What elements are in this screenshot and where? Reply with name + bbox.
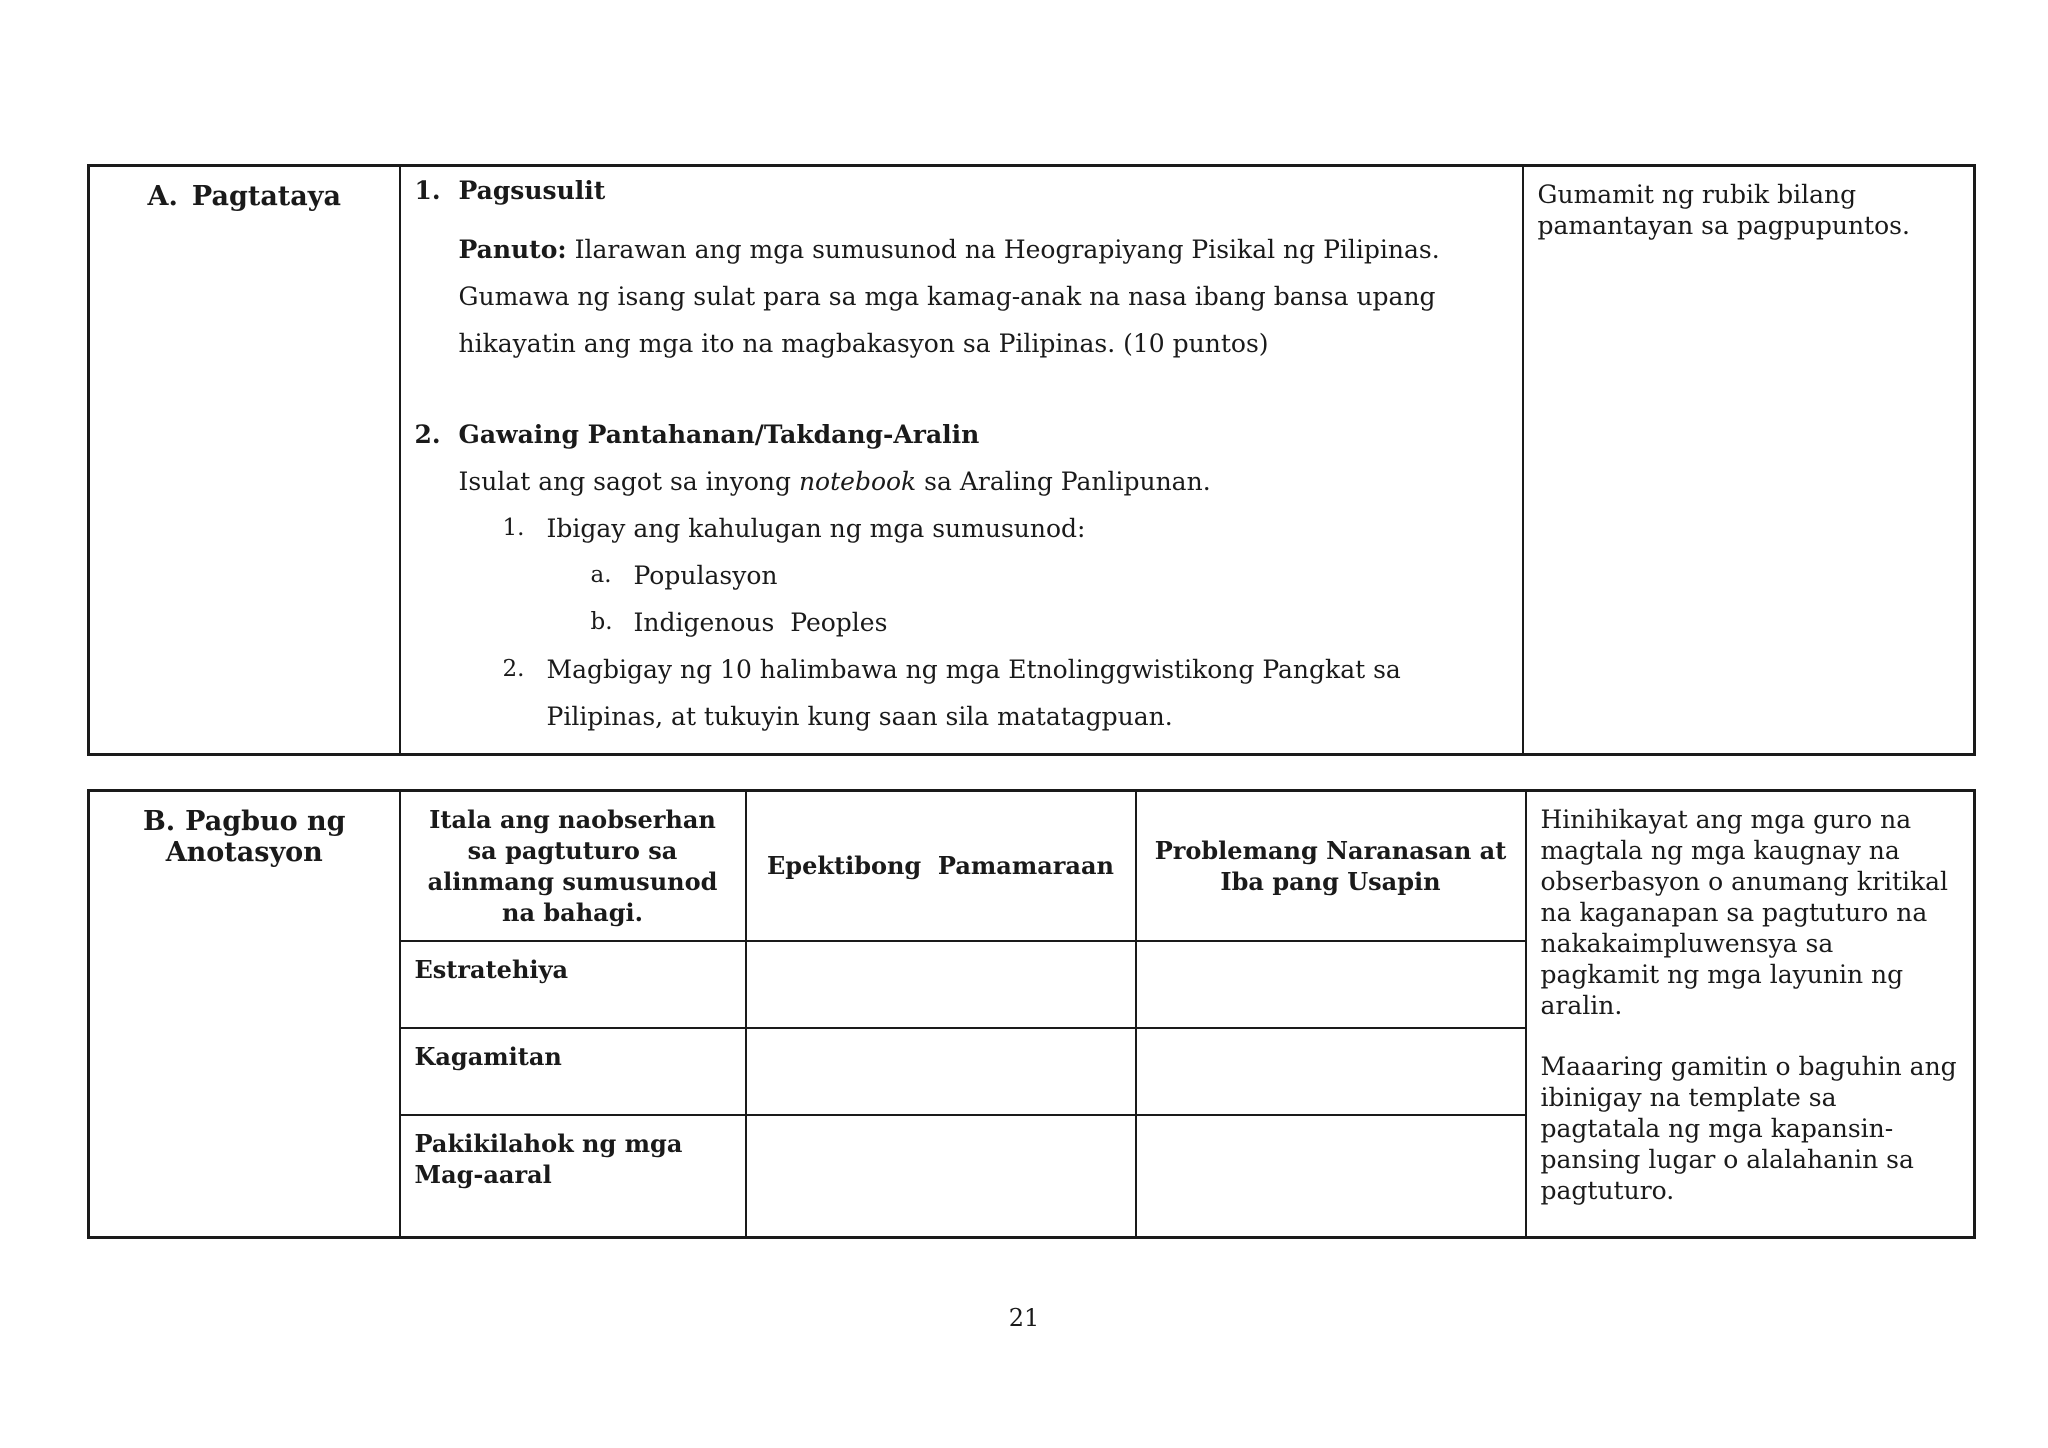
sub-item-2-line-2: Pilipinas, at tukuyin kung saan sila matatagpuan.: [546, 702, 1173, 731]
section-a-content-cell: [400, 166, 1523, 755]
sub-item-a-letter: a.: [590, 562, 612, 588]
item-2-number: 2.: [414, 420, 441, 449]
item-2-title: Gawaing Pantahanan/Takdang-Aralin: [458, 420, 980, 449]
problems-header: Problemang Naranasan at Iba pang Usapin: [1136, 791, 1526, 941]
instruction-line-2: Gumawa ng isang sulat para sa mga kamag-anak na nasa ibang bansa upang: [458, 282, 1436, 311]
sub-item-b-text: Indigenous Peoples: [633, 608, 888, 637]
kagamitan-effective-cell: [746, 1028, 1136, 1115]
sub-item-2-number: 2.: [502, 656, 525, 682]
pakikilahok-effective-cell: [746, 1115, 1136, 1238]
item-2-intro: Isulat ang sagot sa inyong notebook sa Araling Panlipunan.: [458, 467, 1211, 496]
section-a-title: A. Pagtataya: [147, 181, 341, 212]
kagamitan-problems-cell: [1136, 1028, 1526, 1115]
page-number: 21: [1008, 1304, 1040, 1332]
section-b-heading-cell: [89, 791, 400, 1238]
effective-method-header: Epektibong Pamamaraan: [746, 791, 1136, 941]
instruction-line-1: Ilarawan ang mga sumusunod na Heograpiyang Pisikal ng Pilipinas.: [574, 235, 1440, 264]
item-1-title: Pagsusulit: [458, 176, 606, 205]
instruction-line-3: hikayatin ang mga ito na magbakasyon sa Pilipinas. (10 puntos): [458, 329, 1269, 358]
sub-item-b-letter: b.: [590, 609, 613, 635]
row-label-pakikilahok: Pakikilahok ng mga Mag-aaral: [400, 1115, 746, 1238]
estratehiya-problems-cell: [1136, 941, 1526, 1028]
row-label-kagamitan: Kagamitan: [400, 1028, 746, 1115]
pagtataya-table: [87, 164, 1976, 756]
sub-item-2-line-1: Magbigay ng 10 halimbawa ng mga Etnolinggwistikong Pangkat sa: [546, 655, 1401, 684]
section-b-note-paragraph-2: Maaaring gamitin o baguhin ang ibinigay na template sa pagtatala ng mga kapansin-pansing lugar o alalahanin sa pagtuturo.: [1540, 1052, 1957, 1205]
sub-item-1-text: Ibigay ang kahulugan ng mga sumusunod:: [546, 514, 1086, 543]
row-label-estratehiya: Estratehiya: [400, 941, 746, 1028]
observation-header: Itala ang naobserhan sa pagtuturo sa alinmang sumusunod na bahagi.: [400, 791, 746, 941]
estratehiya-effective-cell: [746, 941, 1136, 1028]
item-1-number: 1.: [414, 176, 441, 205]
pakikilahok-problems-cell: [1136, 1115, 1526, 1238]
section-b-note-paragraph-1: Hinihikayat ang mga guro na magtala ng mga kaugnay na obserbasyon o anumang kritikal na kaganapan sa pagtuturo na nakakaimpluwensya sa pagkamit ng mga layunin ng aralin.: [1540, 805, 1949, 1020]
section-a-note-cell: [1523, 166, 1975, 755]
section-b-title: B. Pagbuo ng Anotasyon: [142, 806, 346, 868]
section-a-note: Gumamit ng rubik bilang pamantayan sa pagpupuntos.: [1537, 180, 1910, 240]
instruction-label: Panuto:: [458, 235, 567, 264]
section-a-heading-cell: [89, 166, 400, 755]
pagbuo-ng-anotasyon-table: [87, 789, 1976, 1239]
sub-item-a-text: Populasyon: [633, 561, 778, 590]
section-b-note-cell: [1526, 791, 1975, 1238]
sub-item-1-number: 1.: [502, 515, 525, 541]
